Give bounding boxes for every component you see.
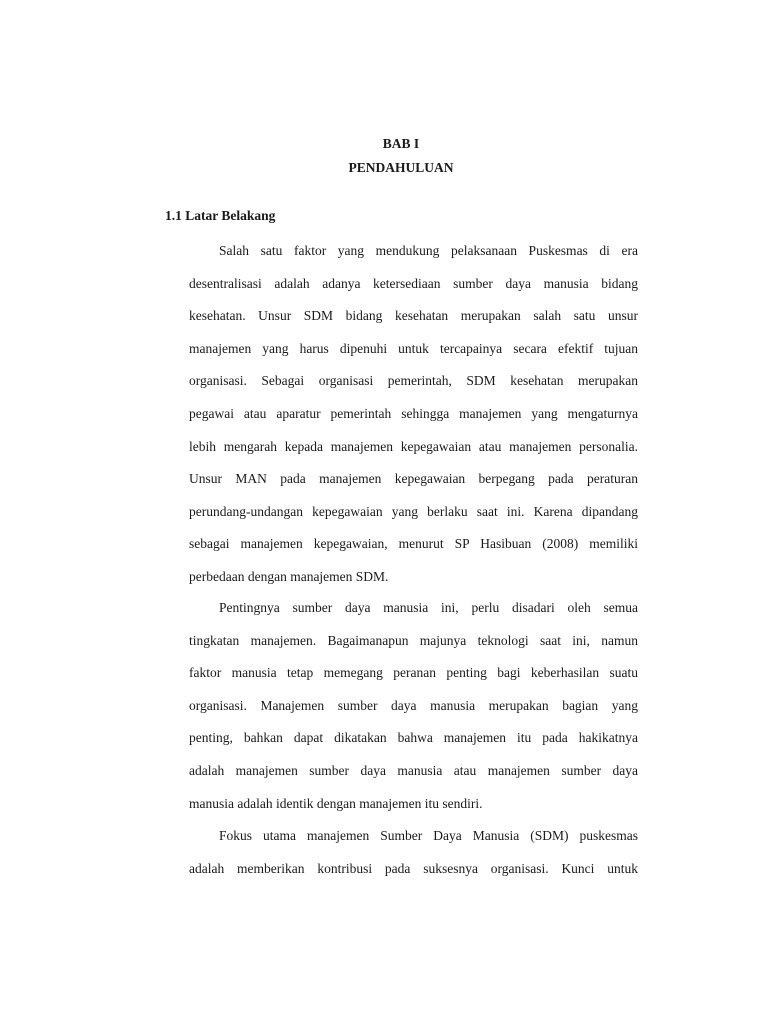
- paragraph-line: sebagai manajemen kepegawaian, menurut SP Hasibuan (2008) memiliki: [189, 536, 638, 552]
- paragraph-line: manajemen yang harus dipenuhi untuk tercapainya secara efektif tujuan: [189, 340, 638, 356]
- paragraph-line: kesehatan. Unsur SDM bidang kesehatan merupakan salah satu unsur: [189, 308, 638, 324]
- paragraph-line: organisasi. Sebagai organisasi pemerintah, SDM kesehatan merupakan: [189, 373, 638, 389]
- paragraph-line: lebih mengarah kepada manajemen kepegawaian atau manajemen personalia.: [189, 438, 638, 454]
- paragraph-line: tingkatan manajemen. Bagaimanapun majunya teknologi saat ini, namun: [189, 632, 638, 648]
- paragraph-line: manusia adalah identik dengan manajemen itu sendiri.: [189, 795, 483, 811]
- paragraph-line: pegawai atau aparatur pemerintah sehingga manajemen yang mengaturnya: [189, 405, 638, 421]
- paragraph-line: desentralisasi adalah adanya ketersediaan sumber daya manusia bidang: [189, 275, 638, 291]
- paragraph-2: [189, 592, 638, 820]
- section-heading: 1.1 Latar Belakang: [165, 208, 276, 223]
- paragraph-line: penting, bahkan dapat dikatakan bahwa manajemen itu pada hakikatnya: [189, 730, 638, 746]
- paragraph-3: [189, 820, 638, 885]
- chapter-number: BAB I: [382, 136, 420, 151]
- chapter-title: PENDAHULUAN: [348, 160, 454, 175]
- paragraph-line: faktor manusia tetap memegang peranan penting bagi keberhasilan suatu: [189, 665, 638, 681]
- paragraph-line: Fokus utama manajemen Sumber Daya Manusia (SDM) puskesmas: [219, 828, 638, 843]
- paragraph-line: Unsur MAN pada manajemen kepegawaian berpegang pada peraturan: [189, 471, 638, 487]
- paragraph-1: [189, 235, 638, 594]
- paragraph-line: adalah memberikan kontribusi pada suksesnya organisasi. Kunci untuk: [189, 860, 638, 876]
- paragraph-line: Pentingnya sumber daya manusia ini, perlu disadari oleh semua: [219, 600, 638, 615]
- paragraph-line: organisasi. Manajemen sumber daya manusia merupakan bagian yang: [189, 697, 638, 713]
- paragraph-line: Salah satu faktor yang mendukung pelaksanaan Puskesmas di era: [219, 243, 638, 258]
- paragraph-line: perundang-undangan kepegawaian yang berlaku saat ini. Karena dipandang: [189, 503, 638, 519]
- paragraph-line: adalah manajemen sumber daya manusia atau manajemen sumber daya: [189, 762, 638, 778]
- paragraph-line: perbedaan dengan manajemen SDM.: [189, 568, 389, 584]
